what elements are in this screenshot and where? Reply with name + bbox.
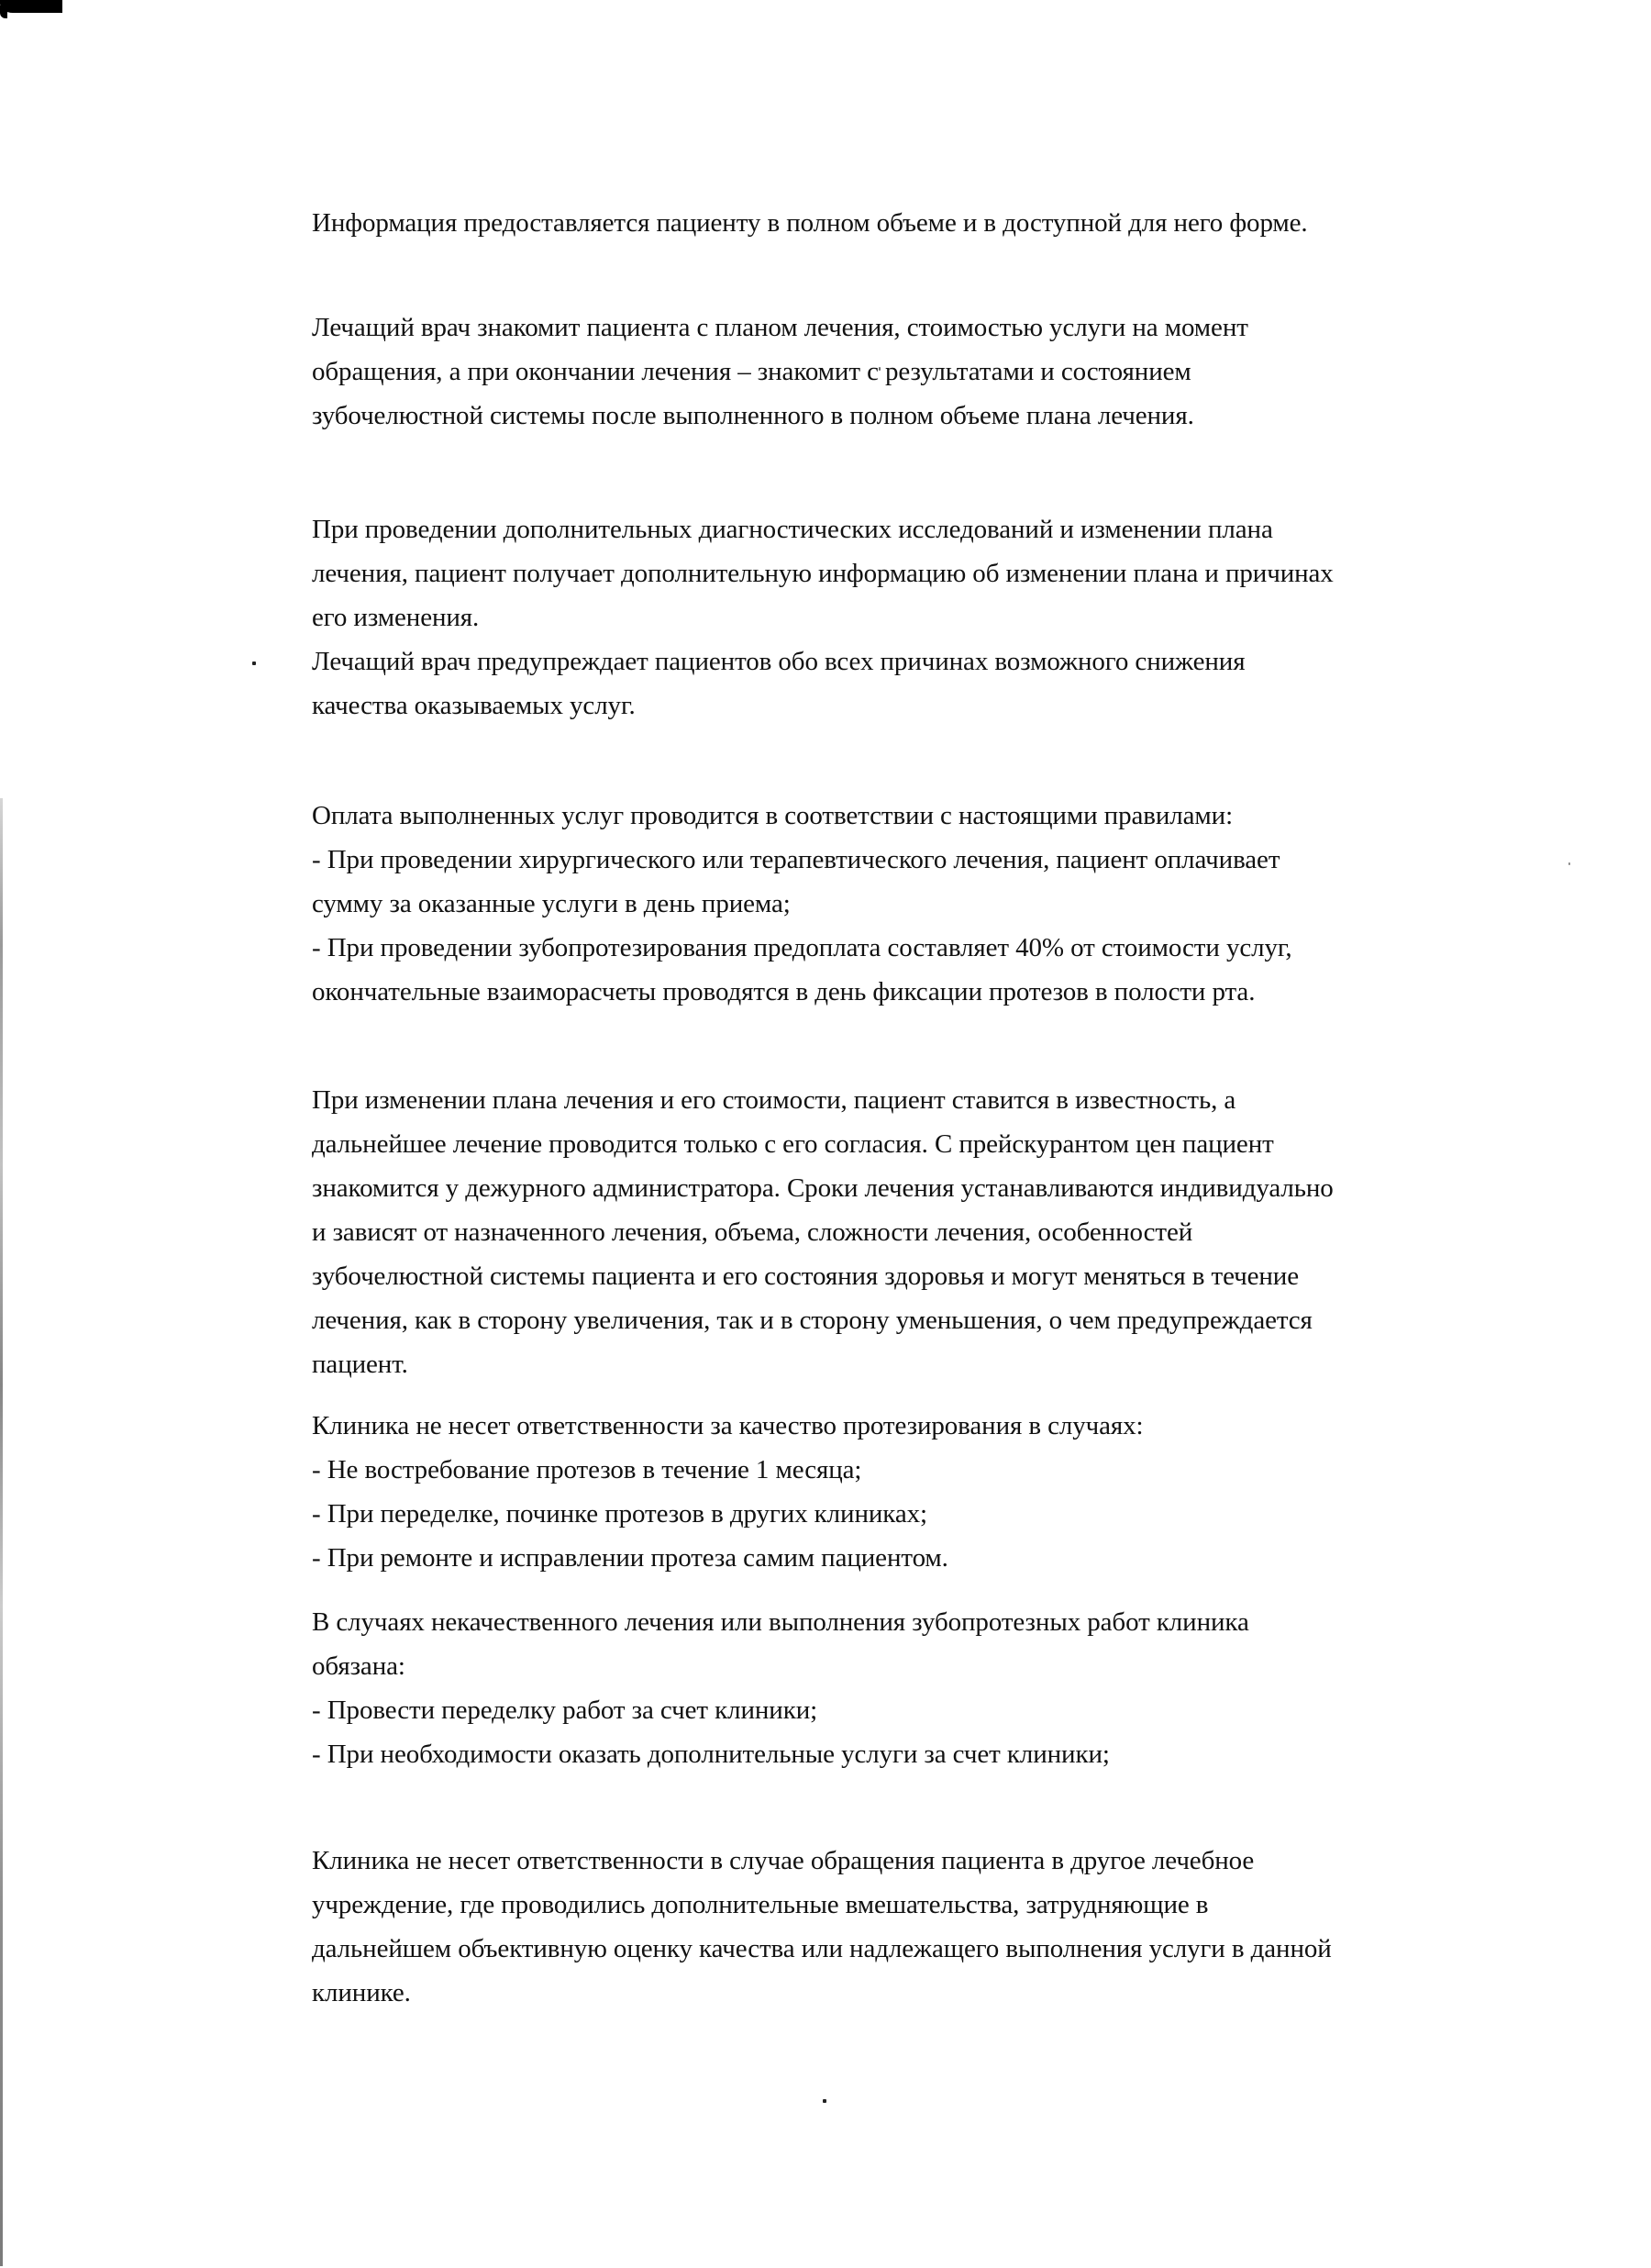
text-line: При проведении дополнительных диагностических исследований и изменении плана [312, 515, 1273, 544]
text-line: Лечащий врач предупреждает пациентов обо всех причинах возможного снижения [312, 647, 1246, 676]
list-item: - При переделке, починке протезов в других клиниках; [312, 1499, 927, 1529]
text-line: Оплата выполненных услуг проводится в соответствии с настоящими правилами: [312, 801, 1234, 830]
paragraph-info [312, 201, 1614, 245]
list-item: - Не востребование протезов в течение 1 месяца; [312, 1455, 862, 1484]
paragraph-prosthetics-liability [312, 1404, 1614, 1580]
paragraph-plan-changes [312, 1078, 1614, 1386]
list-item: - При необходимости оказать дополнительные услуги за счет клиники; [312, 1740, 1110, 1769]
list-item: - При проведении зубопротезирования предоплата составляет 40% от стоимости услуг, [312, 933, 1292, 962]
scan-corner-mark [0, 0, 62, 13]
text-line: Информация предоставляется пациенту в полном объеме и в доступной для него форме. [312, 208, 1308, 238]
text-line: обращения, а при окончании лечения – знакомит с результатами и состоянием [312, 357, 1191, 386]
text-line: учреждение, где проводились дополнительные вмешательства, затрудняющие в [312, 1890, 1209, 1919]
text-line: В случаях некачественного лечения или выполнения зубопротезных работ клиника [312, 1607, 1249, 1637]
paragraph-payment [312, 794, 1614, 1014]
list-item: - При ремонте и исправлении протеза самим пациентом. [312, 1543, 948, 1573]
text-line: и зависят от назначенного лечения, объема, сложности лечения, особенностей [312, 1217, 1193, 1247]
text-line: пациент. [312, 1350, 408, 1379]
paragraph-diagnostics [312, 507, 1614, 728]
text-line: обязана: [312, 1651, 405, 1681]
text-line: качества оказываемых услуг. [312, 691, 636, 720]
paragraph-treatment-plan [312, 306, 1614, 438]
text-line: Клиника не несет ответственности за качество протезирования в случаях: [312, 1411, 1144, 1440]
paragraph-other-clinic-liability [312, 1839, 1614, 2015]
text-line: дальнейшее лечение проводится только с его согласия. С прейскурантом цен пациент [312, 1129, 1274, 1159]
text-line: его изменения. [312, 603, 480, 632]
list-item: - При проведении хирургического или терапевтического лечения, пациент оплачивает [312, 845, 1280, 874]
scan-edge-shadow [0, 798, 3, 2266]
text-line: Клиника не несет ответственности в случае обращения пациента в другое лечебное [312, 1846, 1255, 1875]
scan-speck [252, 662, 256, 665]
text-line: клинике. [312, 1978, 411, 2007]
scan-speck [823, 2099, 826, 2103]
paragraph-clinic-obligations [312, 1600, 1614, 1776]
text-line: Лечащий врач знакомит пациента с планом лечения, стоимостью услуги на момент [312, 313, 1248, 342]
text-line: лечения, пациент получает дополнительную информацию об изменении плана и причинах [312, 559, 1334, 588]
text-line: При изменении плана лечения и его стоимости, пациент ставится в известность, а [312, 1085, 1236, 1115]
text-line: знакомится у дежурного администратора. Сроки лечения устанавливаются индивидуально [312, 1173, 1334, 1203]
list-item: - Провести переделку работ за счет клиники; [312, 1695, 818, 1725]
text-line: окончательные взаиморасчеты проводятся в день фиксации протезов в полости рта. [312, 977, 1256, 1006]
text-line: сумму за оказанные услуги в день приема; [312, 889, 791, 918]
text-line: дальнейшем объективную оценку качества или надлежащего выполнения услуги в данной [312, 1934, 1332, 1963]
text-line: зубочелюстной системы пациента и его состояния здоровья и могут меняться в течение [312, 1262, 1300, 1291]
text-line: зубочелюстной системы после выполненного в полном объеме плана лечения. [312, 401, 1194, 430]
text-line: лечения, как в сторону увеличения, так и в сторону уменьшения, о чем предупреждается [312, 1306, 1313, 1335]
